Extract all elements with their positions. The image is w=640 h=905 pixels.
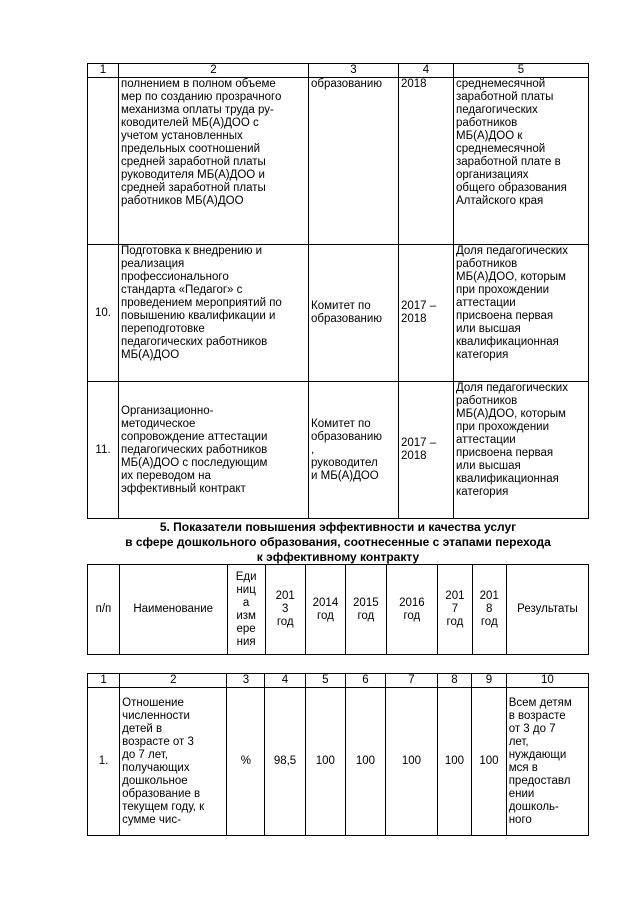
term-text: 2017 – 2018 [399,245,454,382]
header-cell: 5 [305,674,345,688]
header-cell: 2 [120,674,227,688]
value-2016: 100 [386,688,438,836]
value-2014: 100 [305,688,345,836]
header-cell: 1 [88,64,119,78]
term-text: 2017 – 2018 [399,382,454,519]
measure-text: полнением в полном объеме мер по созданию прозрачного механизма оплаты труда ру- ководителей МБ(А)ДОО с учетом установленных предельных соотношений средней заработной платы руководителя МБ(А)ДОО и средней заработной платы работников МБ(А)ДОО [119,78,309,245]
responsible-text: Комитет по образованию [309,245,399,382]
header-cell: 201 7 год [438,565,472,655]
table-row [88,245,589,382]
value-2015: 100 [345,688,385,836]
indicator-text: Доля педагогических работников МБ(А)ДОО, которым при прохождении аттестации присвоена первая или высшая квалификационная категория [454,245,589,382]
header-cell: 7 [386,674,438,688]
header-cell: 9 [472,674,506,688]
table-header-row [88,674,589,688]
header-cell: 3 [227,674,265,688]
row-number: 11. [88,382,119,519]
indicator-text: среднемесячной заработной платы педагогических работников МБ(А)ДОО к среднемесячной заработной плате в организациях общего образования Алтайского края [454,78,589,245]
measure-text: Подготовка к внедрению и реализация профессионального стандарта «Педагог» с проведением мероприятий по повышению квалификации и переподготовке педагогических работников МБ(А)ДОО [119,245,309,382]
indicators-table [87,673,589,836]
table-header-row [88,565,589,655]
row-number [88,78,119,245]
header-cell: 8 [437,674,471,688]
measures-table [87,63,589,519]
header-cell: 1 [88,674,120,688]
header-cell: п/п [88,565,120,655]
header-cell: 2014 год [305,565,345,655]
measure-text: Организационно- методическое сопровождение аттестации педагогических работников МБ(А)ДОО с последующим их переводом на эффективный контракт [119,382,309,519]
indicators-header-table [87,564,589,655]
responsible-text: образованию [309,78,399,245]
result-text: Всем детям в возрасте от 3 до 7 лет, нуждающи мся в предоставл ении дошколь- ного [506,688,588,836]
table-header-row [88,64,589,78]
header-cell: Результаты [506,565,588,655]
header-cell: Еди ниц а изм ере ния [227,565,265,655]
header-cell: 4 [399,64,454,78]
header-cell: 6 [345,674,385,688]
header-cell: 2016 год [386,565,438,655]
header-cell: 2 [119,64,309,78]
value-2017: 100 [437,688,471,836]
unit-cell: % [227,688,265,836]
header-cell: Наименование [119,565,227,655]
indicator-text: Доля педагогических работников МБ(А)ДОО, которым при прохождении аттестации присвоена первая или высшая квалификационная категория [454,382,589,519]
term-text: 2018 [399,78,454,245]
value-2018: 100 [472,688,506,836]
row-number: 1. [88,688,120,836]
indicator-name: Отношение численности детей в возрасте от 3 до 7 лет, получающих дошкольное образование в текущем году, к сумме чис- [120,688,227,836]
section-title: 5. Показатели повышения эффективности и качества услуг в сфере дошкольного образования, соотнесенные с этапами перехода к эффективному контракту [125,520,551,564]
header-cell: 201 8 год [472,565,506,655]
header-cell: 3 [309,64,399,78]
table-row [88,78,589,245]
responsible-text: Комитет по образованию , руководител и МБ(А)ДОО [309,382,399,519]
value-2013: 98,5 [265,688,305,836]
header-cell: 4 [265,674,305,688]
header-cell: 5 [454,64,589,78]
header-cell: 201 3 год [265,565,305,655]
row-number: 10. [88,245,119,382]
header-cell: 2015 год [346,565,386,655]
table-row [88,688,589,836]
table-row [88,382,589,519]
header-cell: 10 [506,674,588,688]
